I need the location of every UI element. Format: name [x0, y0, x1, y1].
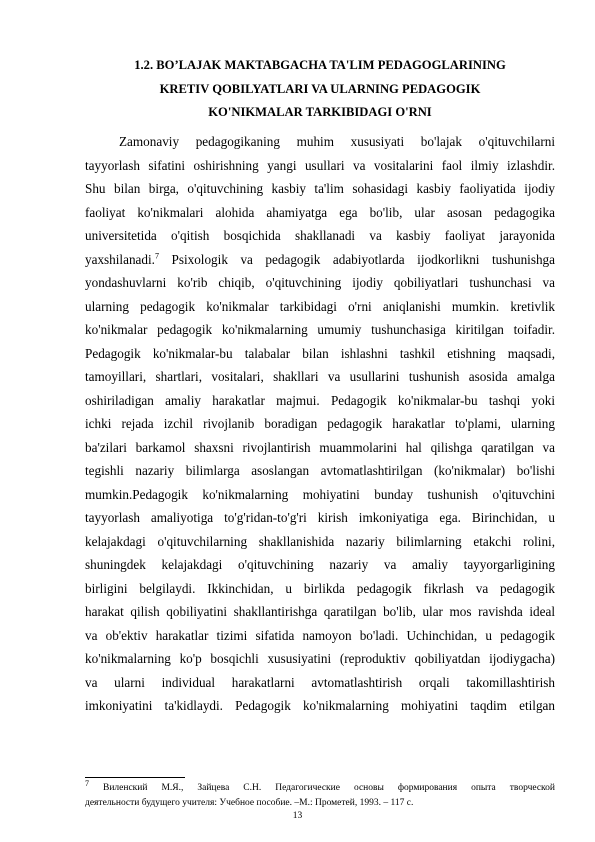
- body-line: tayyorlash sifatini oshirishning yangi usullari va vositalarini faol ilmiy izlashdir.: [85, 157, 555, 173]
- body-line: faoliyat ko'nikmalari alohida ahamiyatga ega bo'lib, ular asosan pedagogika: [85, 204, 555, 220]
- body-line: ba'zilari barkamol shaxsni rivojlantirish muammolarini hal qilishga qaratilgan va: [85, 439, 555, 455]
- footnote-text-1: Виленский М.Я., Зайцева С.Н. Педагогические основы формирования опыта творческой: [103, 783, 556, 793]
- body-line: ularning pedagogik ko'nikmalar tarkibidagi o'rni aniqlanishi mumkin. kretivlik: [85, 298, 555, 314]
- body-line: shuningdek kelajakdagi o'qituvchining nazariy va amaliy tayyorgarligining: [85, 557, 555, 572]
- footnote-line-1: [85, 778, 556, 796]
- footnote-divider: [85, 777, 185, 778]
- body-line: universitetida o'qitish bosqichida shakllanadi va kasbiy faoliyat jarayonida: [85, 228, 555, 243]
- body-line: Shu bilan birga, o'qituvchining kasbiy ta'lim sohasidagi kasbiy faoliyatida ijodiy: [85, 181, 555, 196]
- page-number: 13: [292, 811, 303, 821]
- body-line: tamoyillari, shartlari, vositalari, shakllari va usullarini tushunish asosida amalga: [85, 369, 555, 384]
- body-line-start: yaxshilanadi.: [85, 251, 155, 267]
- body-line: va ob'ektiv harakatlar tizimi sifatida namoyon bo'ladi. Uchinchidan, u pedagogik: [85, 627, 555, 643]
- body-line: va ularni individual harakatlarni avtomatlashtirish orqali takomillashtirish: [85, 674, 555, 690]
- body-line: yondashuvlarni ko'rib chiqib, o'qituvchining ijodiy qobiliyatlari tushunchasi va: [85, 275, 555, 290]
- footnote-reference[interactable]: 7: [154, 251, 159, 261]
- body-line: ko'nikmalar pedagogik ko'nikmalarning umumiy tushunchasiga kiritilgan toifadir.: [85, 322, 555, 337]
- heading-line-1: 1.2. BO’LAJAK MAKTABGACHA TA'LIM PEDAGOGLARINING: [134, 58, 506, 72]
- body-line: ko'nikmalarning ko'p bosqichli xususiyatini (reproduktiv qobiliyatdan ijodiygacha): [85, 651, 555, 666]
- footnote: [85, 778, 556, 811]
- body-line: Pedagogik ko'nikmalar-bu talabalar bilan ishlashni tashkil etishning maqsadi,: [85, 345, 555, 361]
- heading-line-3: KO'NIKMALAR TARKIBIDAGI O'RNI: [208, 105, 432, 119]
- body-line: birligini belgilaydi. Ikkinchidan, u birlikda pedagogik fikrlash va pedagogik: [85, 580, 555, 596]
- body-line-rest: Psixologik va pedagogik adabiyotlarda ijodkorlikni tushunishga: [171, 251, 555, 267]
- body-line: Zamonaviy pedagogikaning muhim xususiyati bo'lajak o'qituvchilarni: [119, 134, 555, 149]
- body-line: mumkin.Pedagogik ko'nikmalarning mohiyatini bunday tushunish o'qituvchini: [85, 486, 555, 502]
- body-line: kelajakdagi o'qituvchilarning shakllanishida nazariy bilimlarning etakchi rolini,: [85, 533, 555, 549]
- heading-line-2: KRETIV QOBILYATLARI VA ULARNING PEDAGOGIK: [159, 81, 481, 96]
- body-line: oshiriladigan amaliy harakatlar majmui. Pedagogik ko'nikmalar-bu tashqi yoki: [85, 392, 555, 408]
- body-line: tegishli nazariy bilimlarga asoslangan avtomatlashtirilgan (ko'nikmalar) bo'lishi: [85, 463, 555, 478]
- body-line-with-footnote: [85, 248, 555, 272]
- body-line: imkoniyatini ta'kidlaydi. Pedagogik ko'nikmalarning mohiyatini taqdim etilgan: [85, 698, 555, 713]
- body-line: tayyorlash amaliyotiga to'g'ridan-to'g'ri kirish imkoniyatiga ega. Birinchidan, u: [85, 510, 555, 525]
- section-heading: [85, 54, 555, 125]
- body-text: [85, 130, 555, 718]
- footnote-text-2: деятельности будущего учителя: Учебное пособие. –М.: Прометей, 1993. – 117 с.: [85, 798, 414, 808]
- body-line: harakat qilish qobiliyatini shakllantirishga qaratilgan bo'lib, ular mos ravishda ideal: [85, 604, 555, 619]
- footnote-number: 7: [85, 778, 89, 788]
- body-line: ichki rejada izchil rivojlanib boradigan pedagogik harakatlar to'plami, ularning: [85, 416, 555, 431]
